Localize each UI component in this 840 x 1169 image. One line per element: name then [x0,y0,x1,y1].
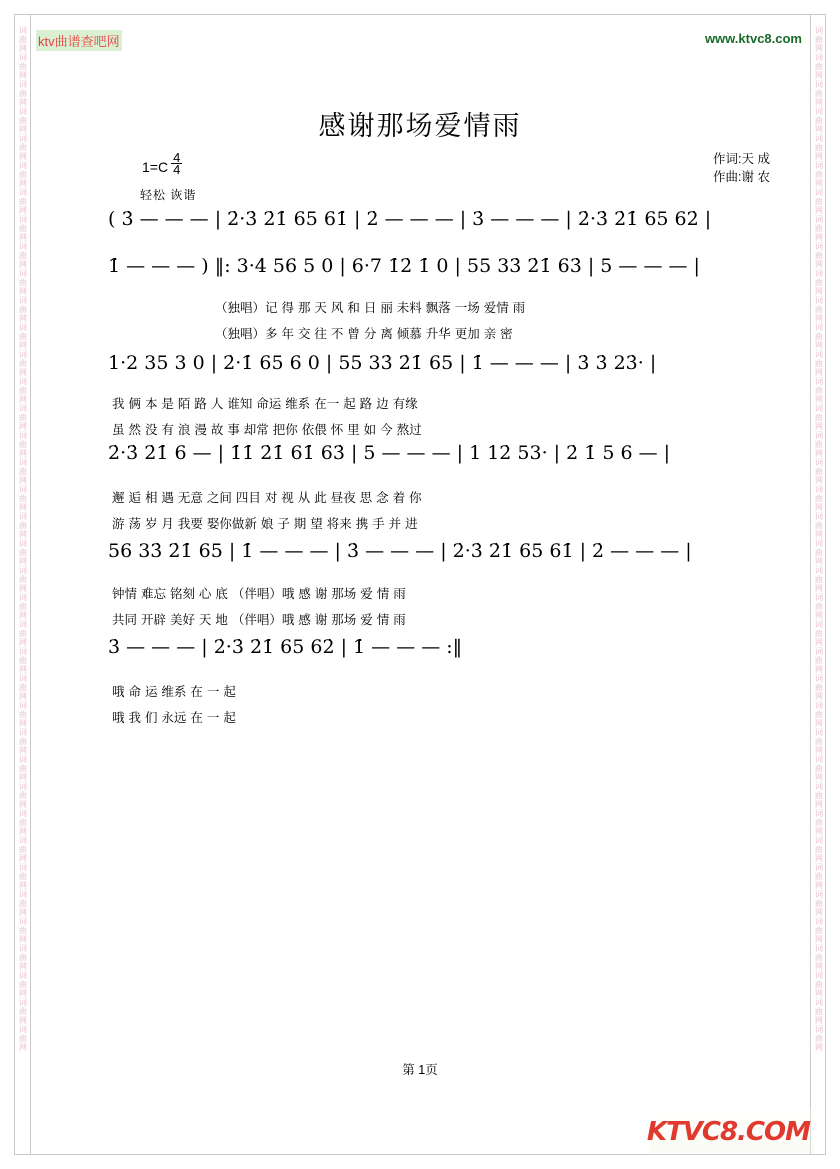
system-2-lyric-row-2: （独唱）多 年 交 往 不 曾 分 离 倾慕 升华 更加 亲 密 [215,326,513,341]
system-6-lyric-row-2: 哦 我 们 永远 在 一 起 [112,710,236,725]
system-3-notes: 1·2 35 3 0 | 2̇·1̇ 65 6 0 | 55 33̇ 2̇1̇ 65 | 1̇ — — — | 3̇ 3̇ 23̇· | [108,352,657,374]
system-4-lyric-row-2: 游 荡 岁 月 我要 娶你做新 娘 子 期 望 将来 携 手 并 进 [112,516,418,531]
system-4-notes: 2̇·3̇ 2̇1̇ 6 — | 1̇1̇ 2̇1̇ 61̇ 63̇ | 5 — — — | 1 12̇ 53· | 2̇ 1̇ 5 6 — | [108,442,671,464]
ktvc8-logo [647,1117,810,1147]
time-signature-denominator: 4 [173,162,181,177]
key-label: 1=C [142,159,169,175]
lyricist-label: 作词:天 成 [713,152,770,166]
tempo-marking: 轻松 诙谐 [140,188,197,202]
system-6-lyric-row-1: 哦 命 运 维系 在 一 起 [112,684,236,699]
system-5-notes: 56 33̇ 2̇1̇ 65 | 1̇ — — — | 3̇ — — — | 2̇·3̇ 2̇1̇ 65 61̇ | 2̇ — — — | [108,540,692,562]
system-2-lyric-row-1: （独唱）记 得 那 天 风 和 日 丽 未料 飘落 一场 爱情 雨 [215,300,526,315]
staff-system-2 [108,255,748,289]
staff-system-5 [108,540,748,574]
staff-system-1 [108,208,748,242]
system-4-lyric-row-1: 邂 逅 相 遇 无意 之间 四目 对 视 从 此 昼夜 思 念 着 你 [112,490,422,505]
system-5-lyric-row-1: 钟情 难忘 铭刻 心 底 （伴唱）哦 感 谢 那场 爱 情 雨 [112,586,406,601]
staff-system-3 [108,352,748,386]
page-number: 第 1页 [402,1063,438,1077]
system-3-lyric-row-2: 虽 然 没 有 浪 漫 故 事 却常 把你 依偎 怀 里 如 今 熬过 [112,422,422,437]
staff-system-4 [108,442,748,476]
composer-label: 作曲:谢 农 [713,170,770,184]
system-1-notes: ( 3̇ — — — | 2̇·3̇ 2̇1̇ 65 61̇ | 2̇ — — — | 3̇ — — — | 2̇·3̇ 2̇1̇ 65 62̇ | [108,208,712,230]
system-3-lyric-row-1: 我 俩 本 是 陌 路 人 谁知 命运 维系 在一 起 路 边 有缘 [112,396,418,411]
site-url-label: www.ktvc8.com [704,31,802,46]
song-title: 感谢那场爱情雨 [318,111,522,142]
system-2-notes: 1̇ — — — ) ‖: 3·4 56 5 0 | 6·7 1̇2̇ 1̇ 0 | 55 33̇ 2̇1̇ 63̇ | 5 — — — | [108,255,700,277]
watermark-right: 词曲网词曲网词曲网词曲网词曲网词曲网词曲网词曲网词曲网词曲网词曲网词曲网词曲网词曲网词曲网词曲网词曲网词曲网词曲网词曲网词曲网词曲网词曲网词曲网词曲网词曲网词曲网词曲网词曲网词曲网词曲网词曲网词曲网词曲网词曲网词曲网词曲网词曲网 [815,26,823,1052]
time-signature-numerator: 4 [173,150,181,165]
staff-system-6 [108,636,748,670]
system-5-lyric-row-2: 共同 开辟 美好 天 地 （伴唱）哦 感 谢 那场 爱 情 雨 [112,612,406,627]
logo-text: KTVC8.COM [646,1117,810,1147]
watermark-left: 词曲网词曲网词曲网词曲网词曲网词曲网词曲网词曲网词曲网词曲网词曲网词曲网词曲网词曲网词曲网词曲网词曲网词曲网词曲网词曲网词曲网词曲网词曲网词曲网词曲网词曲网词曲网词曲网词曲网词曲网词曲网词曲网词曲网词曲网词曲网词曲网词曲网词曲网 [19,26,27,1052]
site-name-label: ktv曲谱查吧网 [36,30,122,51]
system-6-notes: 3̇ — — — | 2̇·3̇ 2̇1̇ 65 62̇ | 1̇ — — — :‖ [108,636,463,658]
